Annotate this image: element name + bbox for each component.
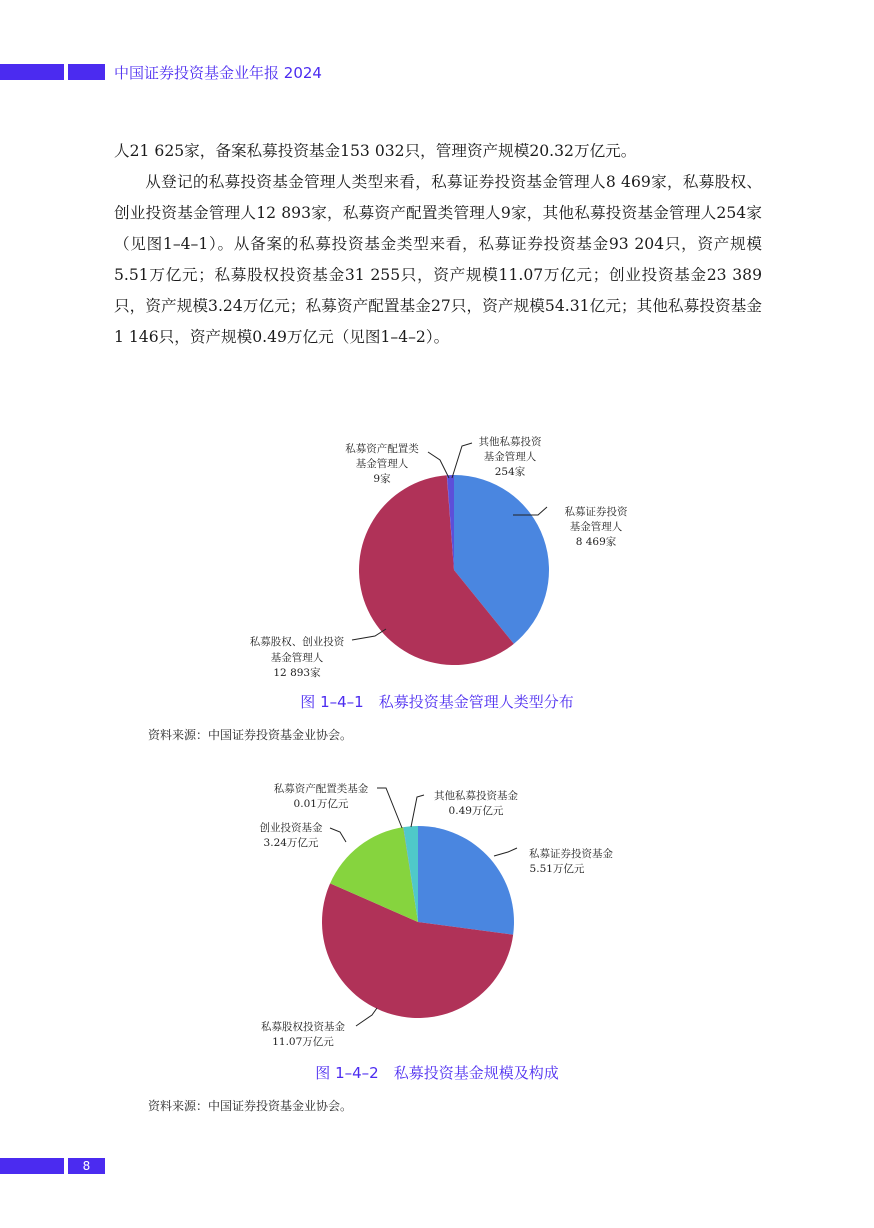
leader-line [330,828,346,842]
figure-1-4-2 [0,780,874,1055]
slice-label-value: 254家 [494,466,526,478]
slice-label-name: 创业投资基金 [259,822,323,834]
slice-label-name-line2: 基金管理人 [483,451,537,463]
slice-label-name: 其他私募投资基金 [434,790,518,802]
figure-1-4-1 [0,430,874,685]
leader-line [377,788,402,828]
running-header-title: 中国证券投资基金业年报 2024 [114,64,322,82]
slice-label-value: 3.24万亿元 [263,837,319,849]
paragraph-2: 从登记的私募投资基金管理人类型来看，私募证券投资基金管理人8 469家，私募股权、创业投资基金管理人12 893家，私募资产配置类管理人9家，其他私募投资基金管理人254家（见图1–4–1）。从备案的私募投资基金类型来看，私募证券投资基金93 204只，资产规模5.51万亿元；私募股权投资基金31 255只，资产规模11.07万亿元；创业投资基金23 389只，资产规模3.24万亿元；私募资产配置基金27只，资产规模54.31亿元；其他私募投资基金1 146只，资产规模0.49万亿元（见图1–4–2）。 [114,173,762,346]
slice-label-name-line1: 其他私募投资 [478,436,542,448]
header-bar-left [0,64,64,80]
figure-1-source: 资料来源：中国证券投资基金业协会。 [148,728,353,742]
leader-line [428,452,449,478]
leader-line [452,443,472,478]
slice-label-name-line2: 基金管理人 [270,652,324,664]
header-bar-right [68,64,105,80]
leader-line [411,795,424,827]
slice-label-name: 私募资产配置类基金 [273,783,369,795]
page-number: 8 [68,1158,105,1174]
slice-label-name-line2: 基金管理人 [355,458,409,470]
leader-line [356,1008,377,1026]
pie-chart-2 [0,780,874,1055]
slice-label-name: 私募证券投资基金 [529,848,613,860]
body-text [114,136,762,353]
slice-label-value: 12 893家 [273,667,321,679]
slice-label-value: 0.49万亿元 [448,805,504,817]
slice-label-name: 私募股权投资基金 [261,1021,345,1033]
paragraph-1: 人21 625家，备案私募投资基金153 032只，管理资产规模20.32万亿元。 [114,142,637,160]
leader-line [494,848,517,856]
figure-2-caption: 图 1–4–2 私募投资基金规模及构成 [315,1064,559,1082]
slice-label-value: 11.07万亿元 [272,1036,334,1048]
slice-label-value: 9家 [373,473,391,485]
footer-bar [0,1158,64,1174]
slice-label-name-line2: 基金管理人 [569,521,623,533]
slice-label-value: 5.51万亿元 [529,863,585,875]
pie-slice-0 [418,826,514,935]
slice-label-name-line1: 私募股权、创业投资 [249,636,345,648]
slice-label-value: 0.01万亿元 [293,798,349,810]
figure-1-caption: 图 1–4–1 私募投资基金管理人类型分布 [300,693,574,711]
slice-label-name-line1: 私募证券投资 [564,506,628,518]
pie-chart-1 [0,430,874,685]
slice-label-name-line1: 私募资产配置类 [345,443,419,455]
figure-2-source: 资料来源：中国证券投资基金业协会。 [148,1099,353,1113]
slice-label-value: 8 469家 [575,536,617,548]
